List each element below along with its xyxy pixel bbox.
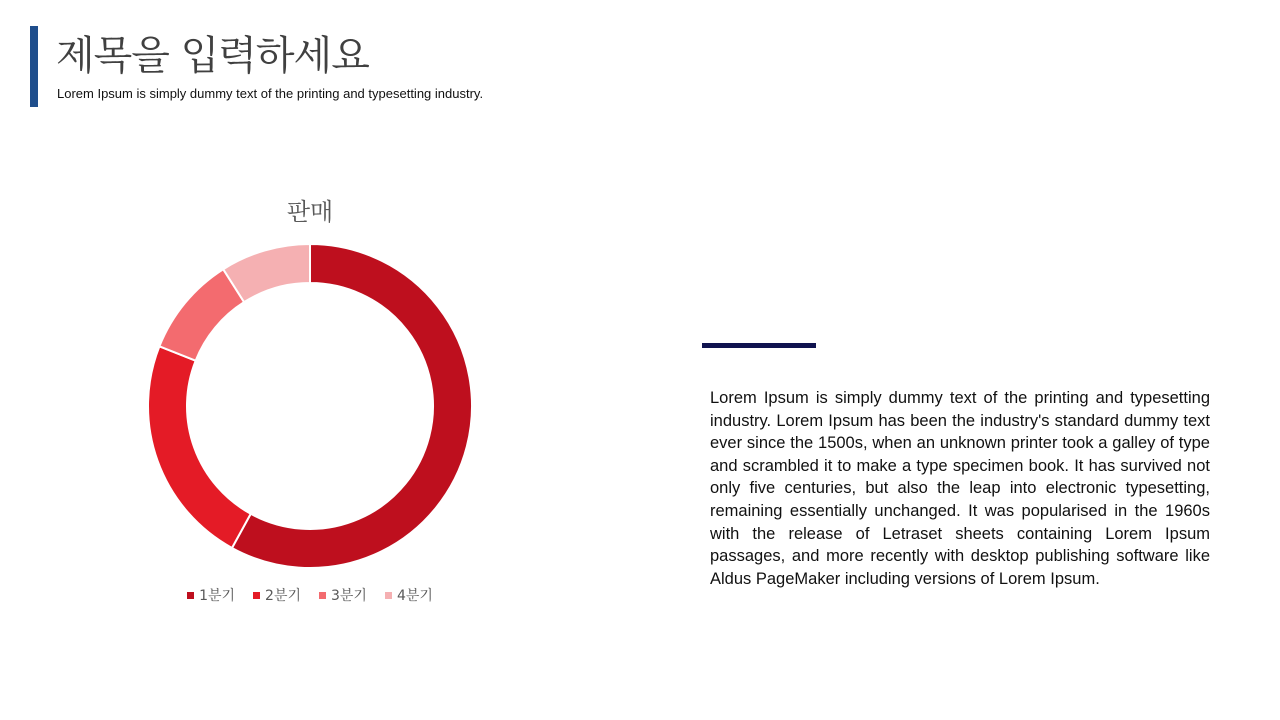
donut-chart-svg xyxy=(130,240,490,580)
legend-swatch xyxy=(253,592,260,599)
legend-label: 3분기 xyxy=(331,588,367,604)
legend-swatch xyxy=(385,592,392,599)
legend-item-4 xyxy=(385,585,433,605)
donut-slice-1 xyxy=(232,244,472,568)
text-accent-line xyxy=(702,343,816,348)
page-title: 제목을 입력하세요 xyxy=(56,33,369,79)
page-subtitle: Lorem Ipsum is simply dummy text of the printing and typesetting industry. xyxy=(57,86,484,101)
chart-legend xyxy=(130,585,490,605)
body-paragraph: Lorem Ipsum is simply dummy text of the printing and typesetting industry. Lorem Ipsum has been the industry's standard dummy text ever since the 1500s, when an unknown printer took a galley of type and scrambled it to make a type specimen book. It has survived not only five centuries, but also the leap into electronic typesetting, remaining essentially unchanged. It was popularised in the 1960s with the release of Letraset sheets containing Lorem Ipsum passages, and more recently with desktop publishing software like Aldus PageMaker including versions of Lorem Ipsum. xyxy=(710,389,1210,588)
legend-label: 2분기 xyxy=(265,588,301,604)
legend-item-1 xyxy=(187,585,235,605)
legend-item-2 xyxy=(253,585,301,605)
legend-swatch xyxy=(319,592,326,599)
title-accent-bar xyxy=(30,26,38,107)
chart-title: 판매 xyxy=(286,198,334,226)
donut-slice-2 xyxy=(148,346,251,548)
legend-label: 4분기 xyxy=(396,588,433,604)
legend-label: 1분기 xyxy=(199,588,236,604)
donut-chart xyxy=(130,180,490,620)
legend-swatch xyxy=(187,592,194,599)
legend-item-3 xyxy=(319,585,367,605)
